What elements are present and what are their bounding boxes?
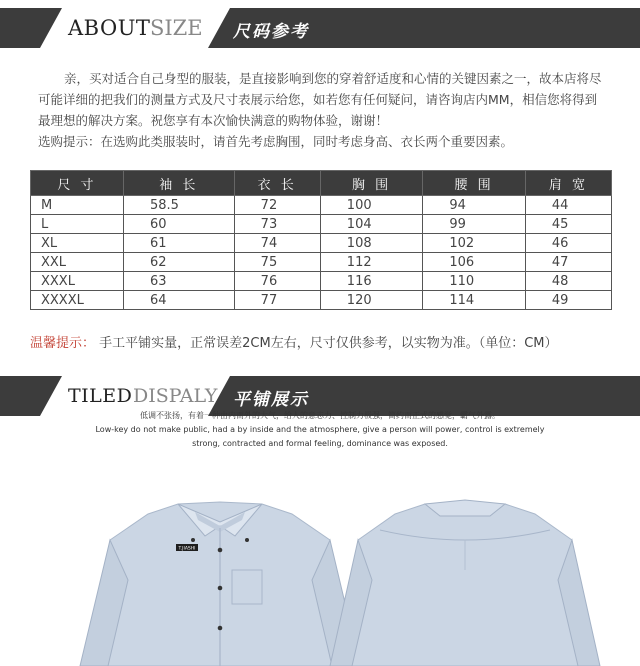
note-text: 手工平铺实量，正常误差2CM左右，尺寸仅供参考，以实物为准。（单位：CM） [99,336,558,351]
shirt-front-image [80,502,360,666]
table-cell: 94 [423,196,526,215]
size-table [30,170,612,310]
table-cell: 106 [423,253,526,272]
table-cell: 114 [423,291,526,310]
table-row [31,272,612,291]
table-cell: 102 [423,234,526,253]
table-cell: 58.5 [124,196,235,215]
table-cell: 60 [124,215,235,234]
table-cell: M [31,196,124,215]
table-cell: 49 [525,291,611,310]
table-cell: L [31,215,124,234]
table-cell: XL [31,234,124,253]
table-row [31,196,612,215]
caption-en-line2: strong, contracted and formal feeling, dominance was exposed. [192,439,448,448]
header-cell: 尺 寸 [31,171,124,196]
intro-text [38,68,608,152]
table-cell: XXXL [31,272,124,291]
table-cell: 120 [320,291,423,310]
table-cell: 48 [525,272,611,291]
table-row [31,234,612,253]
table-cell: 64 [124,291,235,310]
caption-en [0,423,640,451]
measurement-note [30,332,558,351]
table-cell: 61 [124,234,235,253]
header-cell: 肩 宽 [525,171,611,196]
table-cell: 46 [525,234,611,253]
table-cell: 116 [320,272,423,291]
purchase-tip: 选购提示：在选购此类服装时，请首先考虑胸围，同时考虑身高、衣长两个重要因素。 [38,134,514,149]
banner-title-light: DISPALY [133,385,218,407]
caption-zh: 低调不张扬，有着一种由内而外的大气，给人的意志力、控制力极强，简约而正式的感觉，霸气外露。 [140,411,500,420]
shirt-images [0,470,640,666]
table-row [31,291,612,310]
table-cell: XXXXL [31,291,124,310]
table-cell: 45 [525,215,611,234]
table-cell: 100 [320,196,423,215]
table-cell: 110 [423,272,526,291]
shirt-back-image [330,500,600,666]
table-cell: 47 [525,253,611,272]
table-cell: 99 [423,215,526,234]
table-cell: 72 [234,196,320,215]
banner-title-bold: ABOUT [68,16,151,40]
intro-paragraph: 亲，买对适合自己身型的服装，是直接影响到您的穿着舒适度和心情的关键因素之一，故本店将尽可能详细的把我们的测量方式及尺寸表展示给您，如若您有任何疑问，请咨询店内MM，相信您将得到最理想的解决方案。祝您享有本次愉快满意的购物体验，谢谢！ [38,71,602,128]
table-cell: 44 [525,196,611,215]
table-cell: 63 [124,272,235,291]
table-cell: 62 [124,253,235,272]
banner-title-light: SIZE [150,16,203,40]
table-cell: XXL [31,253,124,272]
header-cell: 胸 围 [320,171,423,196]
table-row [31,253,612,272]
banner-title-zh: 平铺展示 [233,390,309,410]
about-size-banner [0,8,640,48]
table-cell: 75 [234,253,320,272]
table-cell: 112 [320,253,423,272]
table-cell: 104 [320,215,423,234]
table-cell: 74 [234,234,320,253]
table-cell: 77 [234,291,320,310]
header-cell: 腰 围 [423,171,526,196]
banner-title-bold: TILED [68,385,133,407]
size-table-header [31,171,612,196]
header-cell: 衣 长 [234,171,320,196]
note-label: 温馨提示： [30,336,96,351]
table-cell: 76 [234,272,320,291]
banner-title-zh: 尺码参考 [233,22,309,42]
table-cell: 108 [320,234,423,253]
header-cell: 袖 长 [124,171,235,196]
table-row [31,215,612,234]
table-cell: 73 [234,215,320,234]
brand-label-text: T.JIASHI [178,546,196,552]
caption-en-line1: Low-key do not make public, had a by inside and the atmosphere, give a person will power, control is extremely [95,425,545,434]
